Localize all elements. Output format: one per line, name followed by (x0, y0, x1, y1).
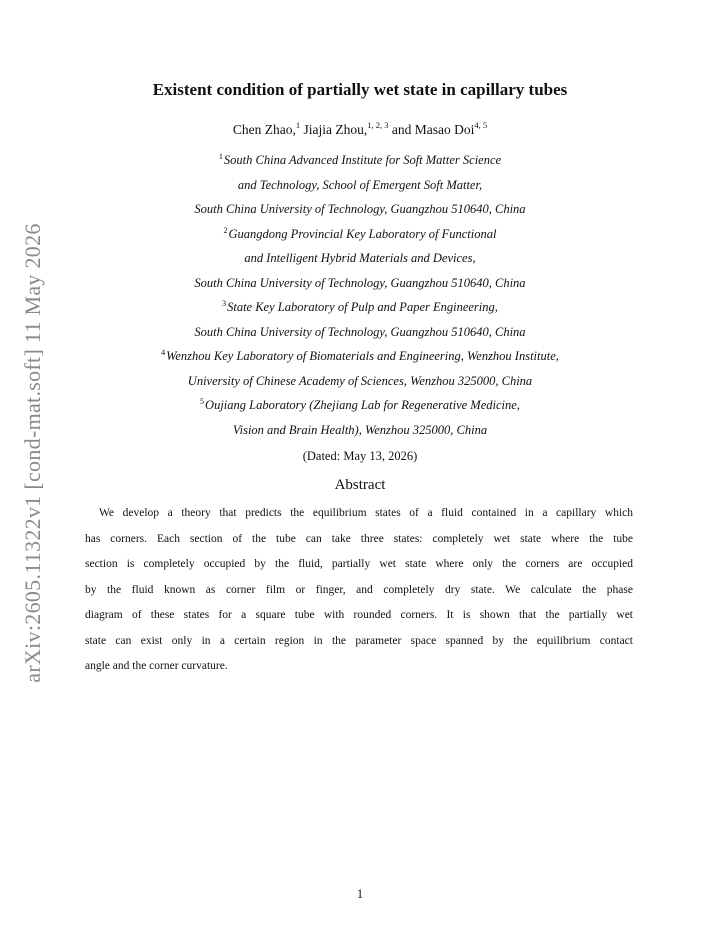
affiliation-number: 2 (223, 225, 228, 235)
affiliation-line (0, 371, 720, 396)
affiliation-text: State Key Laboratory of Pulp and Paper Engineering, (227, 300, 498, 314)
affiliation-text: Wenzhou Key Laboratory of Biomaterials and Engineering, Wenzhou Institute, (166, 349, 559, 363)
author-name: and Masao Doi (388, 122, 475, 137)
affiliation-line (0, 297, 720, 322)
affiliation-number: 1 (218, 152, 223, 161)
abstract-line: state can exist only in a certain region in the parameter space spanned by the equilibrium contact (85, 634, 633, 647)
affiliation-text: South China University of Technology, Guangzhou 510640, China (194, 275, 526, 290)
author-affiliation-marker: 1, 2, 3 (367, 120, 389, 130)
abstract-line: angle and the corner curvature. (85, 660, 228, 672)
author-affiliation-marker: 4, 5 (474, 120, 488, 130)
date-line: (Dated: May 13, 2026) (302, 449, 418, 463)
abstract-line: section is completely occupied by the fluid, partially wet state where only the corners are occupied (85, 558, 633, 570)
affiliation-text: and Intelligent Hybrid Materials and Devices, (244, 251, 476, 265)
affiliation-line (0, 224, 720, 249)
affiliation-line (0, 150, 720, 175)
page-number: 1 (356, 887, 364, 901)
affiliation-number: 4 (161, 348, 166, 357)
affiliation-text: South China Advanced Institute for Soft Matter Science (223, 153, 502, 167)
abstract-heading: Abstract (334, 477, 386, 493)
abstract-body (85, 503, 633, 682)
arxiv-identifier: arXiv:2605.11322v1 [cond-mat.soft] 11 May 2026 (20, 223, 45, 683)
affiliation-line (0, 199, 720, 224)
abstract-line: diagram of these states for a square tube with rounded corners. It is shown that the partially wet (85, 609, 633, 621)
affiliation-line (0, 175, 720, 200)
affiliation-text: Vision and Brain Health), Wenzhou 325000, China (232, 422, 488, 437)
affiliation-line (0, 395, 720, 420)
author-name: Jiajia Zhou, (300, 122, 368, 137)
affiliation-line (0, 322, 720, 347)
affiliation-number: 3 (222, 299, 227, 308)
affiliation-line (0, 248, 720, 273)
affiliation-text: South China University of Technology, Guangzhou 510640, China (194, 202, 526, 216)
abstract-line: has corners. Each section of the tube can take three states: completely wet state where the tube (85, 532, 633, 545)
affiliation-line (0, 346, 720, 371)
affiliations (0, 150, 720, 444)
author-list (0, 122, 720, 138)
abstract-line: by the fluid known as corner film or finger, and completely dry state. We calculate the phase (85, 583, 633, 596)
affiliation-line (0, 420, 720, 445)
paper-title: Existent condition of partially wet state in capillary tubes (152, 80, 568, 99)
author-affiliation-marker: 1 (295, 120, 301, 130)
affiliation-number: 5 (200, 397, 205, 406)
affiliation-text: University of Chinese Academy of Sciences, Wenzhou 325000, China (187, 373, 533, 388)
affiliation-text: and Technology, School of Emergent Soft Matter, (237, 177, 483, 192)
author-name: Chen Zhao, (232, 122, 296, 137)
affiliation-text: Guangdong Provincial Key Laboratory of Functional (228, 226, 497, 241)
abstract-line: We develop a theory that predicts the equilibrium states of a fluid contained in a capillary which (99, 507, 633, 519)
affiliation-line (0, 273, 720, 298)
affiliation-text: Oujiang Laboratory (Zhejiang Lab for Regenerative Medicine, (205, 398, 520, 412)
affiliation-text: South China University of Technology, Guangzhou 510640, China (194, 324, 526, 339)
